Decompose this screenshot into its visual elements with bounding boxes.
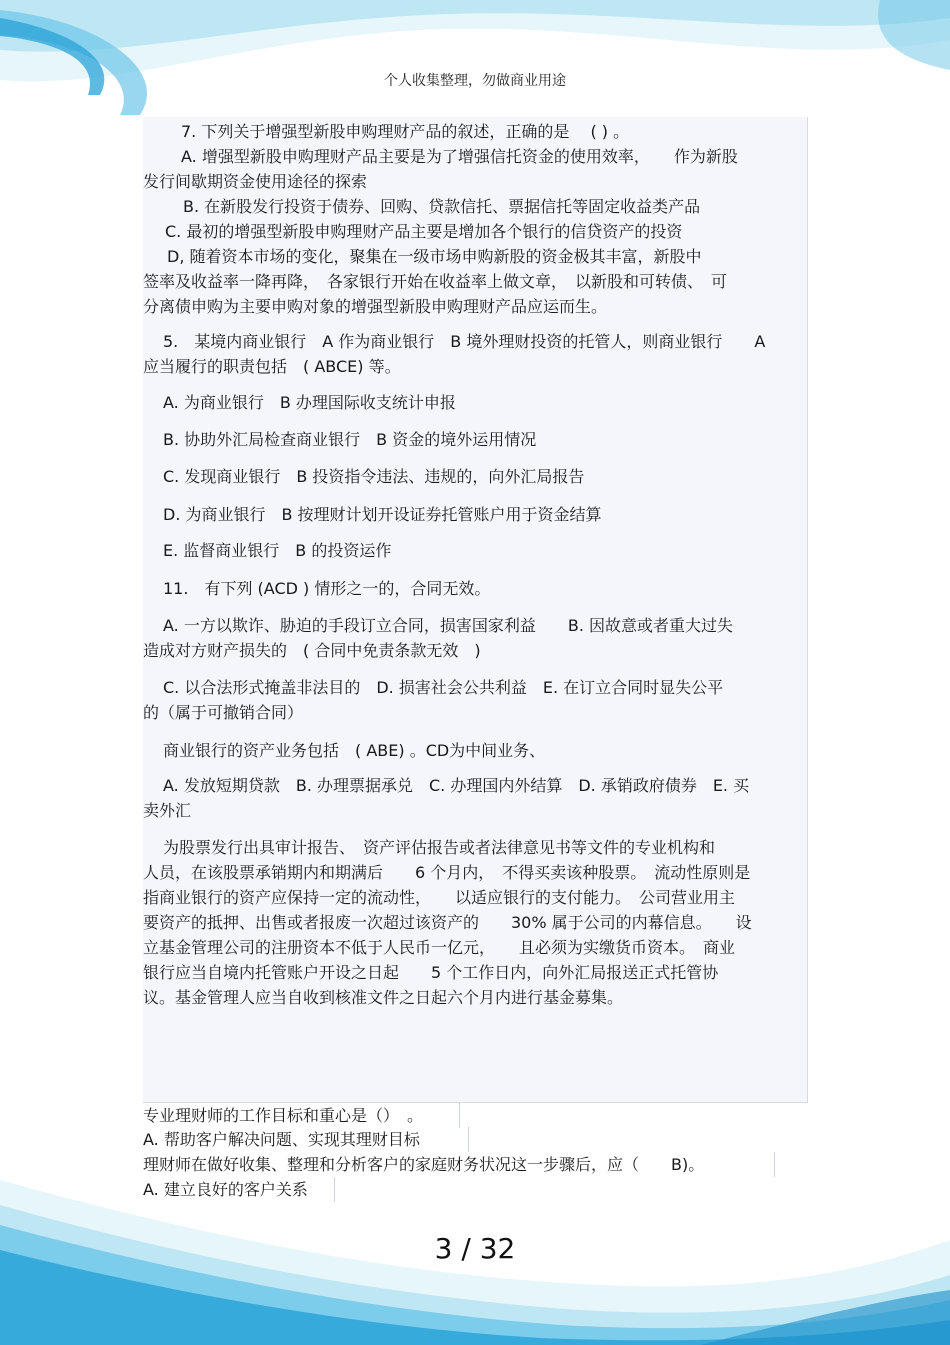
paragraph-line: 要资产的抵押、出售或者报废一次超过该资产的 30% 属于公司的内幕信息。 设 <box>143 913 752 932</box>
tail-question-2: 理财师在做好收集、整理和分析客户的家庭财务状况这一步骤后，应（ B)。 <box>143 1152 775 1177</box>
q5-option-b: B. 协助外汇局检查商业银行 B 资金的境外运用情况 <box>163 430 537 449</box>
tail-option-1: A. 帮助客户解决问题、实现其理财目标 <box>143 1127 469 1152</box>
content-panel <box>143 117 808 1103</box>
asset-options-cont: 卖外汇 <box>143 801 192 820</box>
page-number: 3 / 32 <box>434 1232 516 1265</box>
q5-option-a: A. 为商业银行 B 办理国际收支统计申报 <box>163 393 456 412</box>
q7-option-d: D, 随着资本市场的变化，聚集在一级市场申购新股的资金极其丰富，新股中 <box>167 247 702 266</box>
asset-question-stem: 商业银行的资产业务包括 ( ABE) 。CD为中间业务、 <box>163 741 546 760</box>
q5-stem: 5. 某境内商业银行 A 作为商业银行 B 境外理财投资的托管人，则商业银行 A <box>163 332 766 351</box>
paragraph-line: 人员，在该股票承销期内和期满后 6 个月内， 不得买卖该种股票。 流动性原则是 <box>143 863 751 882</box>
q11-options-cde <box>143 675 803 725</box>
q11-option-ab-cont: 造成对方财产损失的 ( 合同中免责条款无效 ) <box>143 641 481 660</box>
q11-stem: 11. 有下列 (ACD ) 情形之一的，合同无效。 <box>163 579 491 598</box>
q11-option-ab: A. 一方以欺诈、胁迫的手段订立合同，损害国家利益 B. 因故意或者重大过失 <box>163 616 733 635</box>
q7-option-b: B. 在新股发行投资于债券、回购、贷款信托、票据信托等固定收益类产品 <box>183 197 701 216</box>
paragraph-line: 为股票发行出具审计报告、 资产评估报告或者法律意见书等文件的专业机构和 <box>163 838 716 857</box>
q5-stem-cont: 应当履行的职责包括 ( ABCE) 等。 <box>143 357 401 376</box>
tail-question-1: 专业理财师的工作目标和重心是（） 。 <box>143 1103 460 1128</box>
q11-option-cde-cont: 的（属于可撤销合同） <box>143 703 304 722</box>
q5-option-c: C. 发现商业银行 B 投资指令违法、违规的，向外汇局报告 <box>163 467 585 486</box>
q7-option-c: C. 最初的增强型新股申购理财产品主要是增加各个银行的信贷资产的投资 <box>165 222 683 241</box>
q7-option-d-cont1: 签率及收益率一降再降， 各家银行开始在收益率上做文章， 以新股和可转债、 可 <box>143 272 728 291</box>
q11-options-ab <box>143 613 803 663</box>
asset-options-line: A. 发放短期贷款 B. 办理票据承兑 C. 办理国内外结算 D. 承销政府债券 E. 买 <box>163 776 750 795</box>
q11-option-cde: C. 以合法形式掩盖非法目的 D. 损害社会公共利益 E. 在订立合同时显失公平 <box>163 678 724 697</box>
asset-question-options <box>143 773 803 823</box>
question-7 <box>143 119 803 319</box>
q5-option-d: D. 为商业银行 B 按理财计划开设证券托管账户用于资金结算 <box>163 505 602 524</box>
paragraph-line: 指商业银行的资产应保持一定的流动性， 以适应银行的支付能力。 公司营业用主 <box>143 888 736 907</box>
tail-option-2: A. 建立良好的客户关系 <box>143 1177 335 1202</box>
q7-option-a: A. 增强型新股申购理财产品主要是为了增强信托资金的使用效率， 作为新股 <box>181 147 738 166</box>
paragraph-line: 银行应当自境内托管账户开设之日起 5 个工作日内，向外汇局报送正式托管协 <box>143 963 719 982</box>
q5-option-e: E. 监督商业银行 B 的投资运作 <box>163 541 392 560</box>
question-5 <box>143 329 803 379</box>
q7-option-d-cont2: 分离债申购为主要申购对象的增强型新股申购理财产品应运而生。 <box>143 297 608 316</box>
q7-stem: 7. 下列关于增强型新股申购理财产品的叙述，正确的是 ( ) 。 <box>181 122 630 141</box>
paragraph-line: 议。基金管理人应当自收到核准文件之日起六个月内进行基金募集。 <box>143 988 624 1007</box>
header-note: 个人收集整理，勿做商业用途 <box>384 73 566 89</box>
q7-option-a-cont: 发行间歇期资金使用途径的探索 <box>143 172 368 191</box>
knowledge-paragraph <box>143 835 803 1010</box>
paragraph-line: 立基金管理公司的注册资本不低于人民币一亿元， 且必须为实缴货币资本。 商业 <box>143 938 736 957</box>
